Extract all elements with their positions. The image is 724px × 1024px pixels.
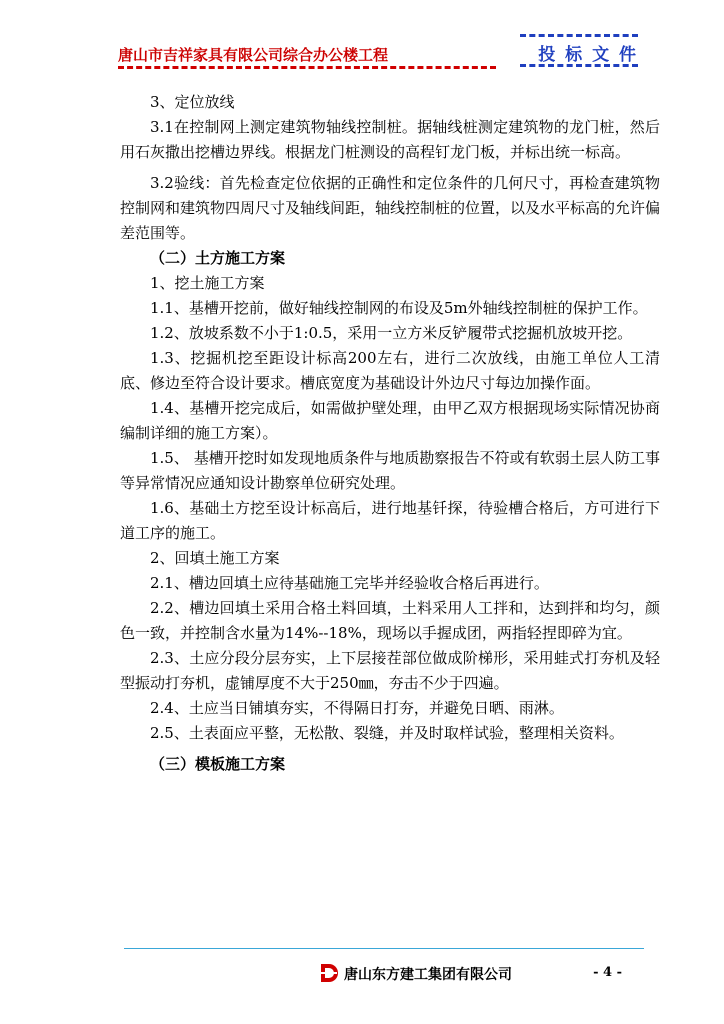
document-body: [120, 90, 660, 777]
paragraph: 1.3、挖掘机挖至距设计标高200左右，进行二次放线，由施工单位人工清底、修边至符合设计要求。槽底宽度为基础设计外边尺寸每边加操作面。: [120, 349, 660, 392]
paragraph: 1.2、放坡系数不小于1:0.5，采用一立方米反铲履带式挖掘机放坡开挖。: [150, 324, 633, 342]
paragraph: 2.4、土应当日铺填夯实，不得隔日打夯，并避免日晒、雨淋。: [150, 699, 564, 717]
footer-divider: [124, 948, 644, 949]
header-company-name: 唐山市吉祥家具有限公司综合办公楼工程: [118, 46, 389, 64]
header-divider-blue-top: [520, 34, 638, 37]
paragraph: 2.2、槽边回填土采用合格土料回填，土料采用人工拌和，达到拌和均匀，颜色一致，并控制含水量为14%--18%，现场以手握成团，两指轻捏即碎为宜。: [120, 599, 660, 642]
paragraph: 3.1在控制网上测定建筑物轴线控制桩。据轴线桩测定建筑物的龙门桩，然后用石灰撒出挖槽边界线。根据龙门桩测设的高程钉龙门板，并标出统一标高。: [120, 118, 660, 161]
paragraph: 2、回填土施工方案: [150, 549, 280, 567]
footer-company-name: 唐山东方建工集团有限公司: [344, 967, 512, 983]
paragraph: 3、定位放线: [150, 93, 235, 111]
paragraph: 1、挖土施工方案: [150, 274, 265, 292]
header-divider-red: [118, 66, 496, 69]
header-divider-blue-bottom: [520, 64, 638, 67]
paragraph: 1.5、 基槽开挖时如发现地质条件与地质勘察报告不符或有软弱土层人防工事等异常情况应通知设计勘察单位研究处理。: [120, 449, 660, 492]
paragraph: 1.4、基槽开挖完成后，如需做护壁处理，由甲乙双方根据现场实际情况协商编制详细的施工方案）。: [120, 399, 660, 442]
section-heading: （三）模板施工方案: [150, 755, 286, 773]
page-header: [118, 28, 638, 78]
paragraph: 3.2验线：首先检查定位依据的正确性和定位条件的几何尺寸，再检查建筑物控制网和建筑物四周尺寸及轴线间距，轴线控制桩的位置，以及水平标高的允许偏差范围等。: [120, 174, 661, 242]
paragraph: 1.6、基础土方挖至设计标高后，进行地基钎探，待验槽合格后，方可进行下道工序的施工。: [120, 499, 660, 542]
paragraph: 2.1、槽边回填土应待基础施工完毕并经验收合格后再进行。: [150, 574, 549, 592]
paragraph: 1.1、基槽开挖前，做好轴线控制网的布设及5m外轴线控制桩的保护工作。: [150, 299, 648, 317]
page-number: - 4 -: [593, 965, 622, 980]
company-logo-icon: [318, 962, 340, 984]
page-footer: [318, 962, 648, 986]
section-heading: （二）土方施工方案: [150, 249, 286, 267]
paragraph: 2.5、土表面应平整，无松散、裂缝，并及时取样试验，整理相关资料。: [150, 724, 624, 742]
header-document-type: 投 标 文 件: [538, 45, 638, 65]
paragraph: 2.3、土应分段分层夯实，上下层接茬部位做成阶梯形，采用蛙式打夯机及轻型振动打夯机，虚铺厚度不大于250㎜，夯击不少于四遍。: [120, 649, 660, 692]
